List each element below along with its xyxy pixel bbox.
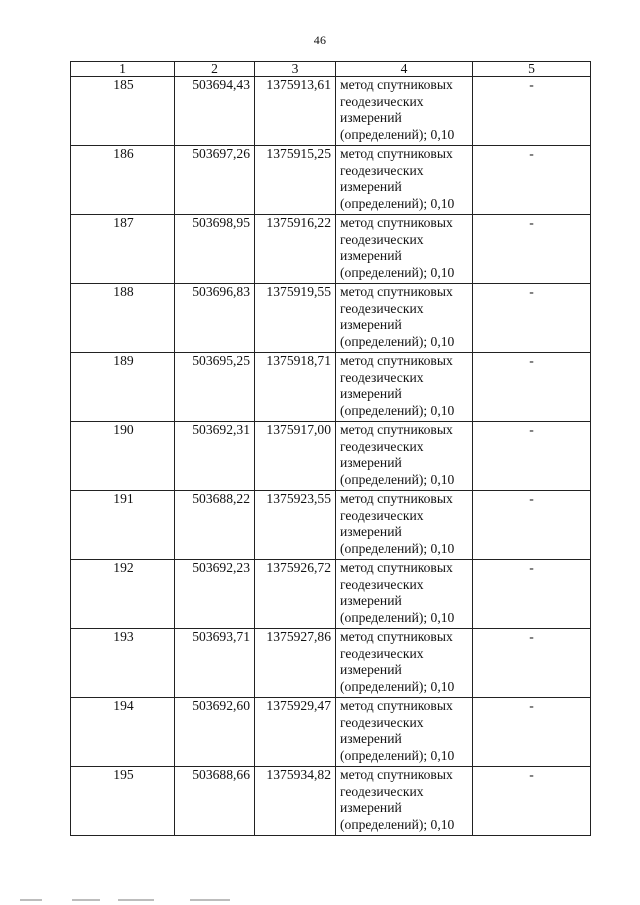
method-text: метод спутниковых геодезических измерений (определений); 0,10	[340, 77, 455, 142]
point-number-cell: 192	[71, 560, 175, 629]
y-coordinate-cell: 1375926,72	[255, 560, 336, 629]
method-cell	[336, 767, 473, 836]
note-cell: -	[473, 146, 591, 215]
y-coordinate-cell: 1375923,55	[255, 491, 336, 560]
point-number-cell: 194	[71, 698, 175, 767]
method-text: метод спутниковых геодезических измерений (определений); 0,10	[340, 491, 455, 556]
y-coordinate-cell: 1375934,82	[255, 767, 336, 836]
method-text: метод спутниковых геодезических измерений (определений); 0,10	[340, 422, 455, 487]
y-coordinate-cell: 1375919,55	[255, 284, 336, 353]
column-header-1: 1	[71, 62, 175, 77]
table-row	[71, 284, 591, 353]
method-cell	[336, 77, 473, 146]
x-coordinate-cell: 503697,26	[175, 146, 255, 215]
table-row	[71, 77, 591, 146]
column-header-5: 5	[473, 62, 591, 77]
table-row	[71, 215, 591, 284]
point-number-cell: 189	[71, 353, 175, 422]
y-coordinate-cell: 1375916,22	[255, 215, 336, 284]
note-cell: -	[473, 284, 591, 353]
method-cell	[336, 698, 473, 767]
note-cell: -	[473, 491, 591, 560]
point-number-cell: 195	[71, 767, 175, 836]
x-coordinate-cell: 503693,71	[175, 629, 255, 698]
method-cell	[336, 284, 473, 353]
table-row	[71, 422, 591, 491]
x-coordinate-cell: 503695,25	[175, 353, 255, 422]
table-row	[71, 353, 591, 422]
x-coordinate-cell: 503696,83	[175, 284, 255, 353]
method-text: метод спутниковых геодезических измерений (определений); 0,10	[340, 215, 455, 280]
point-number-cell: 187	[71, 215, 175, 284]
method-cell	[336, 146, 473, 215]
table-row	[71, 560, 591, 629]
y-coordinate-cell: 1375915,25	[255, 146, 336, 215]
method-cell	[336, 215, 473, 284]
note-cell: -	[473, 560, 591, 629]
column-header-4: 4	[336, 62, 473, 77]
y-coordinate-cell: 1375917,00	[255, 422, 336, 491]
method-text: метод спутниковых геодезических измерений (определений); 0,10	[340, 698, 455, 763]
method-cell	[336, 353, 473, 422]
x-coordinate-cell: 503692,60	[175, 698, 255, 767]
note-cell: -	[473, 77, 591, 146]
method-text: метод спутниковых геодезических измерений (определений); 0,10	[340, 629, 455, 694]
method-cell	[336, 560, 473, 629]
point-number-cell: 188	[71, 284, 175, 353]
point-number-cell: 193	[71, 629, 175, 698]
x-coordinate-cell: 503698,95	[175, 215, 255, 284]
note-cell: -	[473, 629, 591, 698]
x-coordinate-cell: 503688,22	[175, 491, 255, 560]
table-row	[71, 146, 591, 215]
table-row	[71, 698, 591, 767]
method-text: метод спутниковых геодезических измерений (определений); 0,10	[340, 767, 455, 832]
table-row	[71, 629, 591, 698]
method-cell	[336, 629, 473, 698]
column-header-3: 3	[255, 62, 336, 77]
column-header-2: 2	[175, 62, 255, 77]
point-number-cell: 185	[71, 77, 175, 146]
table-row	[71, 767, 591, 836]
note-cell: -	[473, 353, 591, 422]
coordinates-table	[70, 61, 591, 836]
method-cell	[336, 491, 473, 560]
method-text: метод спутниковых геодезических измерений (определений); 0,10	[340, 353, 455, 418]
method-text: метод спутниковых геодезических измерений (определений); 0,10	[340, 146, 455, 211]
x-coordinate-cell: 503694,43	[175, 77, 255, 146]
page-number: 46	[313, 33, 327, 47]
y-coordinate-cell: 1375927,86	[255, 629, 336, 698]
method-cell	[336, 422, 473, 491]
y-coordinate-cell: 1375929,47	[255, 698, 336, 767]
note-cell: -	[473, 215, 591, 284]
y-coordinate-cell: 1375913,61	[255, 77, 336, 146]
method-text: метод спутниковых геодезических измерений (определений); 0,10	[340, 284, 455, 349]
table-row	[71, 491, 591, 560]
coordinates-table-body	[71, 62, 591, 836]
x-coordinate-cell: 503688,66	[175, 767, 255, 836]
header-row	[71, 62, 591, 77]
method-text: метод спутниковых геодезических измерений (определений); 0,10	[340, 560, 455, 625]
note-cell: -	[473, 767, 591, 836]
point-number-cell: 190	[71, 422, 175, 491]
note-cell: -	[473, 422, 591, 491]
x-coordinate-cell: 503692,31	[175, 422, 255, 491]
y-coordinate-cell: 1375918,71	[255, 353, 336, 422]
note-cell: -	[473, 698, 591, 767]
point-number-cell: 186	[71, 146, 175, 215]
scan-footer-marks	[20, 899, 240, 903]
x-coordinate-cell: 503692,23	[175, 560, 255, 629]
point-number-cell: 191	[71, 491, 175, 560]
